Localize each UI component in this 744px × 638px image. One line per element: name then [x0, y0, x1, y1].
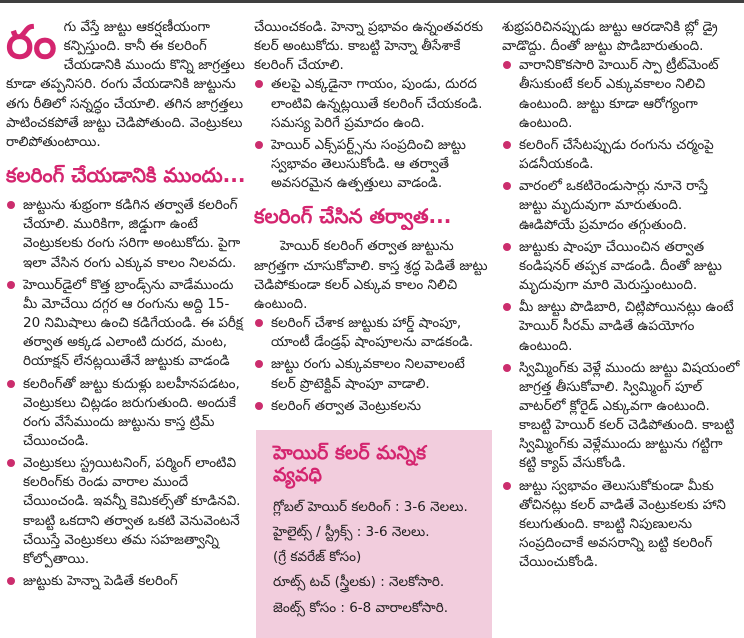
after-section-paragraph: హెయిర్ కలరింగ్ తర్వాత జుట్టును జాగ్రత్తగా చూసుకోవాలి. కాస్త శ్రద్ధ పెడితే జుట్టు చెడిపోకుండా కలర్ ఎక్కువ కాలం నిలిచి ఉంటుంది. — [254, 238, 488, 312]
section-heading-after-coloring: కలరింగ్ చేసిన తర్వాత... — [254, 204, 452, 229]
list-item — [254, 136, 492, 193]
bullet-icon — [7, 380, 15, 388]
list-item-text: జుట్టుకు హెన్నా పెడితే కలరింగ్ — [23, 573, 178, 590]
list-item — [6, 572, 246, 591]
list-item — [502, 359, 740, 474]
continuation-paragraph: శుభ్రపరిచినప్పుడు జుట్టు ఆరడానికి బ్లో డ్రై వాడొద్దు. దీంతో జుట్టు పొడిబారుతుంది. — [502, 19, 718, 55]
column-2 — [254, 12, 492, 638]
list-item-text: వారానికొకసారి హెయిర్ స్పా ట్రీట్‌మెంట్ తీసుకుంటే కలర్ ఎక్కువకాలం నిలిచి ఉంటుంది. జుట్టు కూడా ఆరోగ్యంగా ఉంటుంది. — [519, 57, 719, 131]
duration-box-line: (గ్రే కవరేజ్ కోసం) — [273, 549, 362, 565]
list-item-text: కలరింగ్ చేశాక జుట్టుకు హార్డ్ షాంపూ, యాంటీ డేండ్రఫ్ షాంపూలను వాడకండి. — [271, 315, 474, 351]
column-3 — [502, 12, 740, 575]
duration-box-line: గ్లోబల్ హెయిర్ కలరింగ్ : 3-6 నెలలు. — [273, 498, 468, 515]
bullet-icon — [503, 61, 511, 69]
duration-box-line: జెంట్స్ కోసం : 6-8 వారాలకోసారి. — [273, 599, 449, 616]
list-item-text: తలపై ఎక్కడైనా గాయం, పుండు, దురద లాంటివి ఉన్నట్లయితే కలరింగ్ చేయకండి. సమస్య పెరిగే ప్రమాదం ఉంది. — [271, 76, 483, 131]
duration-box-heading: హెయిర్ కలర్ మన్నిక వ్యవధి — [273, 441, 427, 486]
list-item — [502, 56, 740, 133]
bullet-icon — [7, 459, 15, 467]
list-item-text: కలరింగ్ చేసేటప్పుడు రంగును చర్మంపై పడనీయకండి. — [519, 136, 714, 173]
bullet-icon — [7, 577, 15, 585]
continuation-paragraph: చేయించకండి. హెన్నా ప్రభావం ఉన్నంతవరకు కలర్ అంటుకోదు. కాబట్టి హెన్నా తీసేశాకే కలరింగ్ చేయాలి. — [254, 19, 484, 74]
list-item-text: వారంలో ఒకటిరెండుసార్లు నూనె రాస్తే జుట్టు మృదువుగా మారుతుంది. ఊడిపోయే ప్రమాదం తగ్గుతుంది. — [519, 178, 708, 233]
list-item-text: జుట్టు స్వభావం తెలుసుకోకుండా మీకు తోచినట్లు కలర్ వాడితే వెంట్రుకలకు హాని కలుగుతుంది. కాబట్టి నిపుణులను సంప్రదించాకే అవసరాన్ని బట్టి కలరింగ్ చేయించుకోండి. — [519, 477, 726, 571]
bullet-icon — [503, 364, 511, 372]
section-heading-before-coloring: కలరింగ్ చేయడానికి ముందు... — [6, 163, 246, 188]
list-item — [502, 477, 740, 573]
list-item — [254, 397, 492, 416]
bullet-icon — [255, 319, 263, 327]
bullet-icon — [503, 243, 511, 251]
intro-text: గు వేస్తే జుట్టు ఆకర్షణీయంగా కన్పిస్తుంది. కానీ ఈ కలరింగ్ చేయడానికి ముందు కొన్ని జాగ్రత్తలు కూడా తప్పనిసరి. రంగు వేయడానికి జుట్టును తగు రీతిలో సన్నద్ధం చేయాలి. తగిన జాగ్రత్తలు పాటించకపోతే జుట్టు చెడిపోతుంది. వెంట్రుకలు రాలిపోతుంటాయి. — [6, 19, 245, 150]
list-item — [502, 177, 740, 234]
list-item-text: జుట్టుకు షాంపూ చేయించిన తర్వాత కండిషనర్ తప్పక వాడండి. దీంతో జుట్టు మృదువుగా మారి మెరుస్తుంటుంది. — [519, 238, 722, 294]
list-item — [502, 238, 740, 295]
bullet-icon — [255, 360, 263, 368]
list-item — [502, 136, 740, 174]
bullet-icon — [503, 182, 511, 190]
bullet-icon — [255, 141, 263, 149]
column-1 — [6, 12, 246, 594]
list-item-text: కలరింగ్‌తో జుట్టు కుదుళ్లు బలహీనపడటం, వెంట్రుకలు చిట్లడం జరుగుతుంది. అందుకే రంగు వేసేముందు జుట్టును కాస్త ట్రిమ్ చేయించండి. — [23, 375, 240, 449]
list-item — [254, 355, 492, 393]
list-item-text: స్విమ్మింగ్‌కు వెళ్లే ముందు జుట్టు విషయంలో జాగ్రత్త తీసుకోవాలి. స్విమ్మింగ్ పూల్ వాటర్‌లో క్లోరైడ్ ఎక్కువగా ఉంటుంది. కాబట్టి హెయిర్ కలర్ చెడిపోతుంది. కాబట్టి స్విమ్మింగ్‌కు వెళ్లేముందు జుట్టును గట్టిగా కట్టి క్యాప్ వేసుకోండి. — [519, 359, 740, 472]
list-item-text: జుట్టును శుభ్రంగా కడిగిన తర్వాతే కలరింగ్ చేయాలి. మురికిగా, జిడ్డుగా ఉంటే వెంట్రుకలకు రంగు సరిగా అంటుకోదు. పైగా ఇలా వేసిన రంగు ఎక్కువ కాలం నిలవదు. — [23, 197, 241, 271]
list-item — [6, 196, 246, 273]
bullet-icon — [7, 201, 15, 209]
list-item-text: మీ జుట్టు పొడిబారి, చిట్లిపోయినట్లు ఉంటే హెయిర్ సీరమ్ వాడితే ఉపయోగం ఉంటుంది. — [519, 299, 734, 354]
bullet-icon — [255, 402, 263, 410]
bullet-icon — [503, 482, 511, 490]
bullet-icon — [7, 281, 15, 289]
list-item-text: హెయిర్‌డైలో కొత్త బ్రాండ్స్‌ను వాడేముందు మీ మోచేయి దగ్గర ఆ రంగును అద్ది 15-20 నిమిషాలు ఉంచి కడిగేయండి. ఈ పరీక్ష తర్వాత అక్కడ ఎలాంటి దురద, మంట, రియాక్షన్ లేనట్లయితేనే జుట్టుకు వాడండి — [23, 276, 243, 370]
list-item — [6, 375, 246, 452]
list-item — [6, 454, 246, 569]
drop-cap: రం — [6, 15, 56, 69]
list-item — [502, 298, 740, 355]
bullet-icon — [255, 80, 263, 88]
duration-box-line: రూట్స్ టచ్ (స్త్రీలకు) : నెలకోసారి. — [273, 574, 445, 591]
list-item-text: హెయిర్ ఎక్స్‌పర్ట్స్‌ను సంప్రదించి జుట్టు స్వభావం తెలుసుకోండి. ఆ తర్వాతే అవసరమైన ఉత్పత్తులు వాడండి. — [271, 136, 466, 192]
list-item — [6, 276, 246, 372]
top-border — [0, 0, 744, 3]
duration-box-line: హైలైట్స్ / స్ట్రీక్స్ : 3-6 నెలలు. — [273, 523, 430, 540]
list-item-text: కలరింగ్ తర్వాత వెంట్రుకలను — [271, 397, 422, 414]
list-item — [254, 314, 492, 352]
list-item — [254, 75, 492, 132]
bullet-icon — [503, 303, 511, 311]
list-item-text: జుట్టు రంగు ఎక్కువకాలం నిలవాలంటే కలర్ ప్రొటెక్టివ్ షాంపూ వాడాలి. — [271, 356, 465, 392]
bullet-icon — [503, 141, 511, 149]
intro-paragraph — [6, 15, 246, 152]
hair-color-duration-box — [256, 430, 492, 638]
list-item-text: వెంట్రుకలు స్ట్రయిటనింగ్, పర్మింగ్ లాంటివి కలరింగ్‌కు రెండు వారాల ముందే చేయించండి. ఇవన్నీ కెమికల్స్‌తో కూడినవి. కాబట్టి ఒకదాని తర్వాత ఒకటి వెనువెంటనే చేయిస్తే వెంట్రుకలు తమ సహజత్వాన్ని కోల్పోతాయి. — [23, 455, 241, 567]
